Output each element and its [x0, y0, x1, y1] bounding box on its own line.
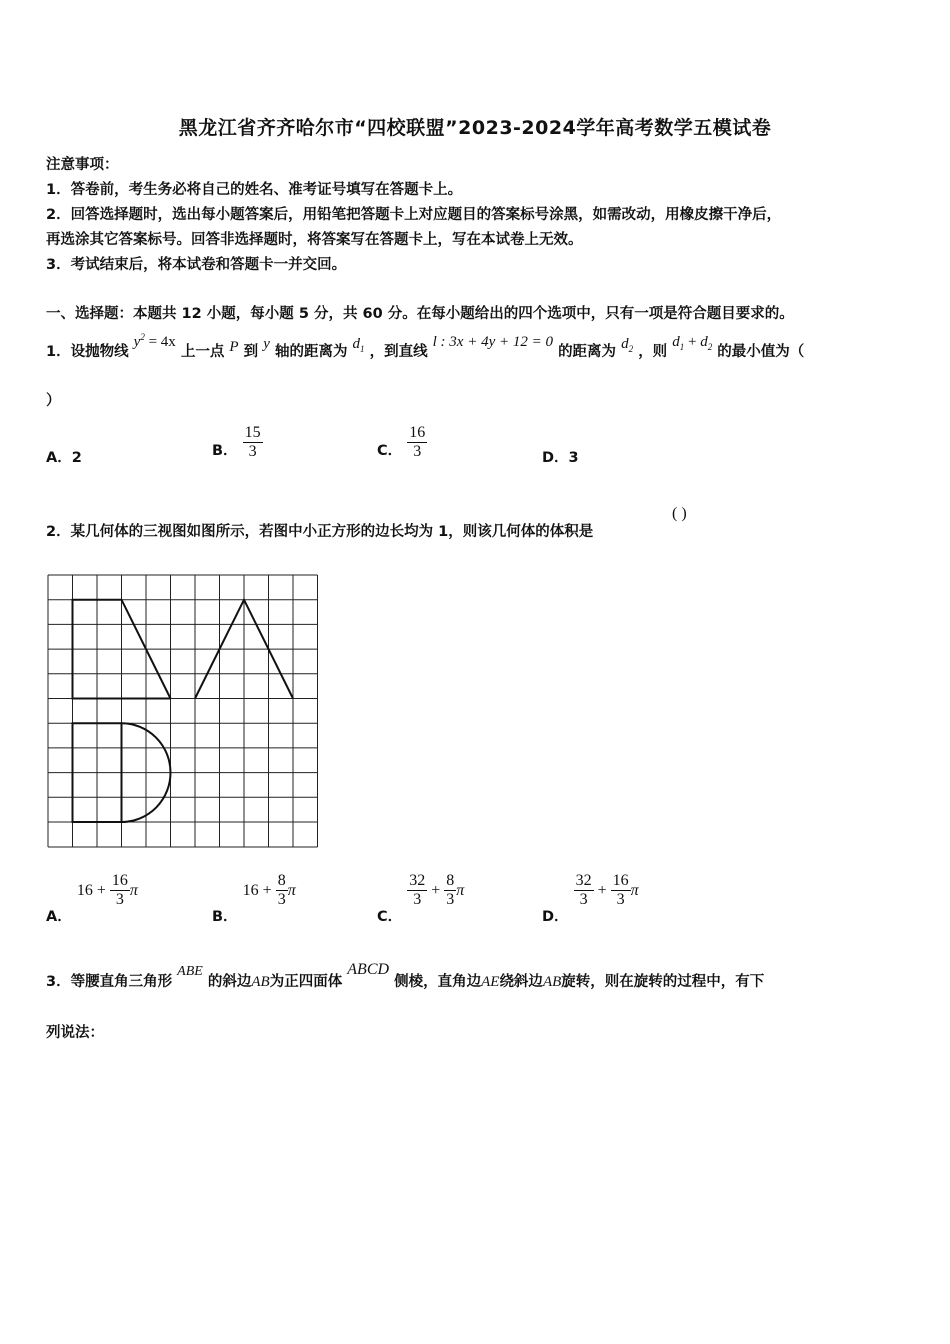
notice-heading: 注意事项： [46, 157, 119, 173]
q1-sum: $d_1 + d_2$ [672, 334, 713, 352]
q3-tetrahedron-abcd: ABCD [347, 961, 390, 978]
q1-option-d: D．3 [542, 450, 579, 466]
notice-item: 再选涂其它答案标号。回答非选择题时，将答案写在答题卡上，写在本试卷上无效。 [46, 232, 583, 248]
q2-option-b: B． 16 + $\frac{8}{3}$ π [212, 872, 296, 926]
q3-ab-2: AB [542, 974, 562, 990]
section-heading: 一、选择题：本题共 12 小题，每小题 5 分，共 60 分。在每小题给出的四个选项中，只有一项是符合题目要求的。 [46, 306, 794, 322]
q1-option-a: A．2 [46, 450, 82, 466]
q3-text: 侧棱，直角边 [394, 974, 482, 990]
q3-text: 绕斜边 [499, 974, 543, 990]
q2-option-d: D． $\frac{32}{3}$ + $\frac{16}{3}$ π [542, 872, 639, 926]
q2-answer-paren: ( ) [672, 505, 687, 522]
question-3 [46, 961, 765, 991]
question-2: 2．某几何体的三视图如图所示，若图中小正方形的边长均为 1，则该几何体的体积是 [46, 524, 594, 540]
grid-lines [48, 575, 318, 847]
q1-parabola: $y^2 = 4x$ [133, 332, 176, 350]
q3-ae: AE [481, 974, 500, 990]
notice-item: 2．回答选择题时，选出每小题答案后，用铅笔把答题卡上对应题目的答案标号涂黑，如需改动，用橡皮擦干净后， [46, 207, 782, 223]
q3-continuation: 列说法： [46, 1025, 104, 1041]
three-view-figure [46, 573, 322, 851]
q1-text: 的最小值为（ [717, 344, 805, 360]
q3-triangle-abe: ABE [177, 964, 203, 979]
q1-option-b: B． $\frac{15}{3}$ [212, 424, 261, 461]
q3-text: 旋转，则在旋转的过程中，有下 [561, 974, 765, 990]
q1-text: 1．设抛物线 [46, 344, 129, 360]
q2-option-a: A． 16 + $\frac{16}{3}$ π [46, 872, 138, 926]
q1-point-p: P [229, 339, 239, 355]
q1-text: 到 [243, 344, 259, 360]
q1-line-eq: l : 3x + 4y + 12 = 0 [432, 334, 553, 350]
q1-close-paren: ） [46, 393, 61, 409]
q1-y-axis: y [263, 336, 270, 352]
q3-text: 的斜边 [207, 974, 252, 990]
q3-text: 为正四面体 [269, 974, 343, 990]
q3-ab: AB [251, 974, 270, 990]
q1-text: 的距离为 [558, 344, 617, 360]
notice-item: 1．答卷前，考生务必将自己的姓名、准考证号填写在答题卡上。 [46, 182, 463, 198]
q1-d2: $d_2$ [621, 336, 634, 354]
notice-item: 3．考试结束后，将本试卷和答题卡一并交回。 [46, 257, 347, 273]
page-title: 黑龙江省齐齐哈尔市“四校联盟”2023-2024学年高考数学五模试卷 [178, 117, 772, 139]
q1-d1: $d_1$ [352, 336, 365, 354]
q1-text: ，到直线 [369, 344, 428, 360]
q1-option-c: C． $\frac{16}{3}$ [377, 424, 426, 461]
q1-text: ，则 [638, 344, 668, 360]
question-1 [46, 332, 805, 362]
q3-text: 3．等腰直角三角形 [46, 974, 173, 990]
q1-text: 轴的距离为 [274, 344, 348, 360]
q2-option-c: C． $\frac{32}{3}$ + $\frac{8}{3}$ π [377, 872, 465, 926]
q1-text: 上一点 [180, 344, 225, 360]
